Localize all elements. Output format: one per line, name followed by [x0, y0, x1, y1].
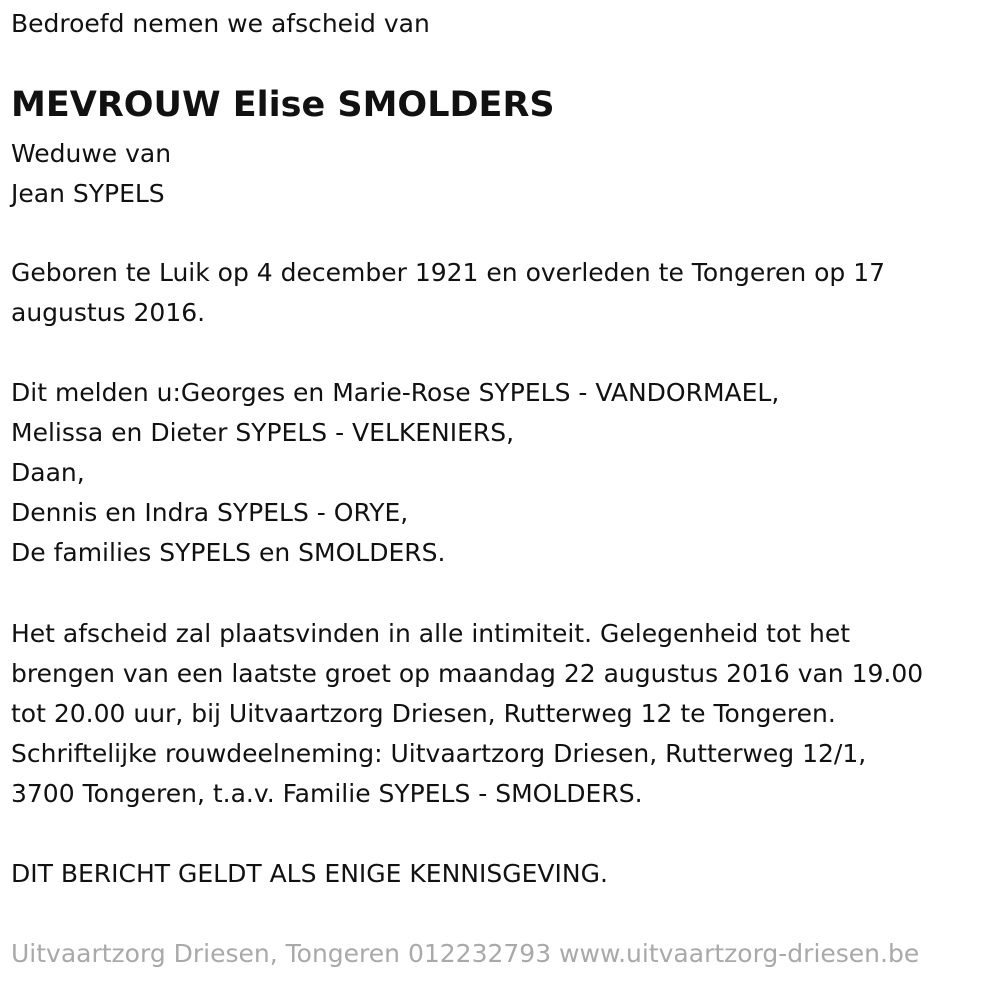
family-line: Dit melden u:Georges en Marie-Rose SYPELS - VANDORMAEL, — [11, 378, 780, 407]
closing-line: DIT BERICHT GELDT ALS ENIGE KENNISGEVING. — [11, 859, 608, 888]
birth-death-line: Geboren te Luik op 4 december 1921 en overleden te Tongeren op 17 — [11, 258, 886, 287]
farewell-line: tot 20.00 uur, bij Uitvaartzorg Driesen, Rutterweg 12 te Tongeren. — [11, 699, 836, 728]
family-line: De families SYPELS en SMOLDERS. — [11, 538, 446, 567]
spouse-name: Jean SYPELS — [11, 179, 165, 208]
family-block — [11, 373, 779, 573]
farewell-line: 3700 Tongeren, t.a.v. Familie SYPELS - SMOLDERS. — [11, 779, 643, 808]
family-line: Dennis en Indra SYPELS - ORYE, — [11, 498, 409, 527]
farewell-line: Het afscheid zal plaatsvinden in alle intimiteit. Gelegenheid tot het — [11, 619, 851, 648]
family-line: Melissa en Dieter SYPELS - VELKENIERS, — [11, 418, 515, 447]
farewell-block — [11, 614, 923, 814]
deceased-name: MEVROUW Elise SMOLDERS — [11, 85, 555, 125]
family-line: Daan, — [11, 458, 85, 487]
farewell-line: Schriftelijke rouwdeelneming: Uitvaartzorg Driesen, Rutterweg 12/1, — [11, 739, 867, 768]
birth-death-block — [11, 253, 885, 333]
widow-block — [11, 134, 171, 214]
closing-block — [11, 854, 608, 894]
birth-death-line: augustus 2016. — [11, 298, 206, 327]
widow-line: Weduwe van — [11, 139, 172, 168]
funeral-home-footer: Uitvaartzorg Driesen, Tongeren 012232793 www.uitvaartzorg-driesen.be — [11, 939, 920, 968]
farewell-line: brengen van een laatste groet op maandag 22 augustus 2016 van 19.00 — [11, 659, 924, 688]
intro-text: Bedroefd nemen we afscheid van — [11, 9, 430, 38]
